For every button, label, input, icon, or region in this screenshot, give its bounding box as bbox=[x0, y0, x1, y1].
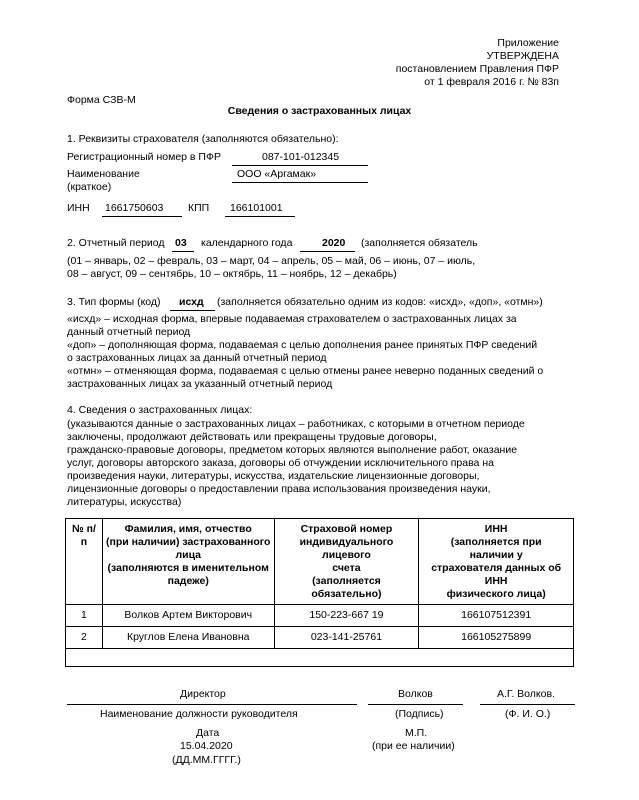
section4-line-4: услуг, договоры авторского заказа, договоры об отчуждении исключительного права на bbox=[67, 457, 494, 469]
sign-line bbox=[368, 704, 463, 705]
name-value: ООО «Аргамак» bbox=[237, 168, 317, 180]
inn-value: 1661750603 bbox=[105, 202, 164, 214]
row-inn: 166105275899 bbox=[419, 627, 574, 649]
kpp-value: 166101001 bbox=[230, 202, 283, 214]
form-code: Форма СЗВ-М bbox=[67, 94, 136, 106]
table-empty-row bbox=[66, 649, 574, 667]
form-type-line-1: «исхд» – исходная форма, впервые подаваемая страхователем о застрахованных лицах за bbox=[67, 313, 517, 325]
reg-number-underline bbox=[232, 165, 368, 166]
row-snils: 150-223-667 19 bbox=[274, 605, 419, 627]
year-value: 2020 bbox=[322, 237, 346, 249]
position-caption: Наименование должности руководителя bbox=[100, 708, 298, 720]
position-line bbox=[67, 704, 357, 705]
empty-cell bbox=[66, 649, 574, 667]
name-underline bbox=[232, 182, 368, 183]
section4-line-2: заключены, продолжают действовать или прекращены трудовые договоры, bbox=[67, 431, 437, 443]
table-row bbox=[66, 605, 574, 627]
form-type-line-3: «доп» – дополняющая форма, подаваемая с целью дополнения ранее принятых ПФР сведений bbox=[67, 339, 538, 351]
table-row bbox=[66, 627, 574, 649]
form-type-note: (заполняется обязательно одним из кодов: «исхд», «доп», «отмн») bbox=[217, 296, 543, 308]
date-caption: (ДД.ММ.ГГГГ.) bbox=[172, 754, 241, 766]
section4-line-7: литературы, искусства) bbox=[67, 496, 182, 508]
row-fullname: Круглов Елена Ивановна bbox=[102, 627, 274, 649]
stamp-label: М.П. bbox=[405, 727, 428, 739]
sign-caption: (Подпись) bbox=[395, 708, 444, 720]
period-codes-line-1: (01 – январь, 02 – февраль, 03 – март, 04 – апрель, 05 – май, 06 – июнь, 07 – июль, bbox=[67, 255, 476, 267]
header-line-3: постановлением Правления ПФР bbox=[395, 63, 559, 75]
fio-caption: (Ф. И. О.) bbox=[505, 708, 551, 720]
kpp-label: КПП bbox=[188, 202, 210, 214]
header-line-1: Приложение bbox=[497, 37, 559, 49]
document-title: Сведения о застрахованных лицах bbox=[227, 105, 412, 117]
period-label: 2. Отчетный период bbox=[67, 237, 165, 249]
form-type-label: 3. Тип формы (код) bbox=[67, 296, 161, 308]
period-value: 03 bbox=[175, 237, 187, 249]
date-label: Дата bbox=[196, 727, 220, 739]
form-type-line-5: «отмн» – отменяющая форма, подаваемая с целью отмены ранее неверно поданных сведений о bbox=[67, 365, 544, 377]
period-codes-line-2: 08 – август, 09 – сентябрь, 10 – октябрь, 11 – ноябрь, 12 – декабрь) bbox=[67, 268, 397, 280]
stamp-caption: (при ее наличии) bbox=[372, 740, 455, 752]
col-header-snils: Страховой номер индивидуального лицевого счета (заполняется обязательно) bbox=[274, 519, 419, 605]
header-line-2: УТВЕРЖДЕНА bbox=[486, 50, 559, 62]
section4-heading: 4. Сведения о застрахованных лицах: bbox=[67, 404, 253, 416]
section4-line-1: (указываются данные о застрахованных лицах – работниках, с которыми в отчетном периоде bbox=[67, 418, 525, 430]
form-type-code: исхд bbox=[179, 296, 204, 308]
table-header-row bbox=[66, 519, 574, 605]
year-label: календарного года bbox=[201, 237, 293, 249]
row-inn: 166107512391 bbox=[419, 605, 574, 627]
signatory-fio: А.Г. Волков. bbox=[497, 688, 555, 700]
header-line-4: от 1 февраля 2016 г. № 83п bbox=[424, 76, 559, 88]
col-header-inn: ИНН (заполняется при наличии у страхователя данных об ИНН физического лица) bbox=[419, 519, 574, 605]
section4-line-6: лицензионные договоры о предоставлении права использования произведения науки, bbox=[67, 483, 491, 495]
row-number: 1 bbox=[66, 605, 103, 627]
section4-line-5: произведения науки, литературы, искусства, издательские лицензионные договоры, bbox=[67, 470, 480, 482]
period-required-note: (заполняется обязатель bbox=[361, 237, 478, 249]
form-type-line-2: данный отчетный период bbox=[67, 326, 191, 338]
col-header-fullname: Фамилия, имя, отчество (при наличии) застрахованного лица (заполняются в именительном падеже) bbox=[102, 519, 274, 605]
row-snils: 023-141-25761 bbox=[274, 627, 419, 649]
signatory-sign: Волков bbox=[398, 688, 433, 700]
reg-number-label: Регистрационный номер в ПФР bbox=[67, 151, 221, 163]
period-underline bbox=[172, 251, 194, 252]
signatory-position: Директор bbox=[180, 688, 226, 700]
row-fullname: Волков Артем Викторович bbox=[102, 605, 274, 627]
fio-line bbox=[480, 704, 575, 705]
name-label-2: (краткое) bbox=[67, 181, 112, 193]
kpp-underline bbox=[225, 216, 295, 217]
form-type-line-6: застрахованных лицах за указанный отчетный период bbox=[67, 378, 333, 390]
name-label-1: Наименование bbox=[67, 168, 140, 180]
section1-heading: 1. Реквизиты страхователя (заполняются обязательно): bbox=[67, 133, 339, 145]
reg-number-value: 087-101-012345 bbox=[262, 151, 340, 163]
form-type-underline bbox=[170, 310, 215, 311]
form-type-line-4: о застрахованных лицах за данный отчетный период bbox=[67, 352, 327, 364]
year-underline bbox=[300, 251, 355, 252]
date-value: 15.04.2020 bbox=[180, 740, 233, 752]
insured-persons-table bbox=[65, 518, 574, 667]
inn-label: ИНН bbox=[67, 202, 90, 214]
section4-line-3: гражданско-правовые договоры, предметом которых являются выполнение работ, оказание bbox=[67, 444, 518, 456]
inn-underline bbox=[102, 216, 182, 217]
row-number: 2 bbox=[66, 627, 103, 649]
col-header-number: № п/ п bbox=[66, 519, 103, 605]
